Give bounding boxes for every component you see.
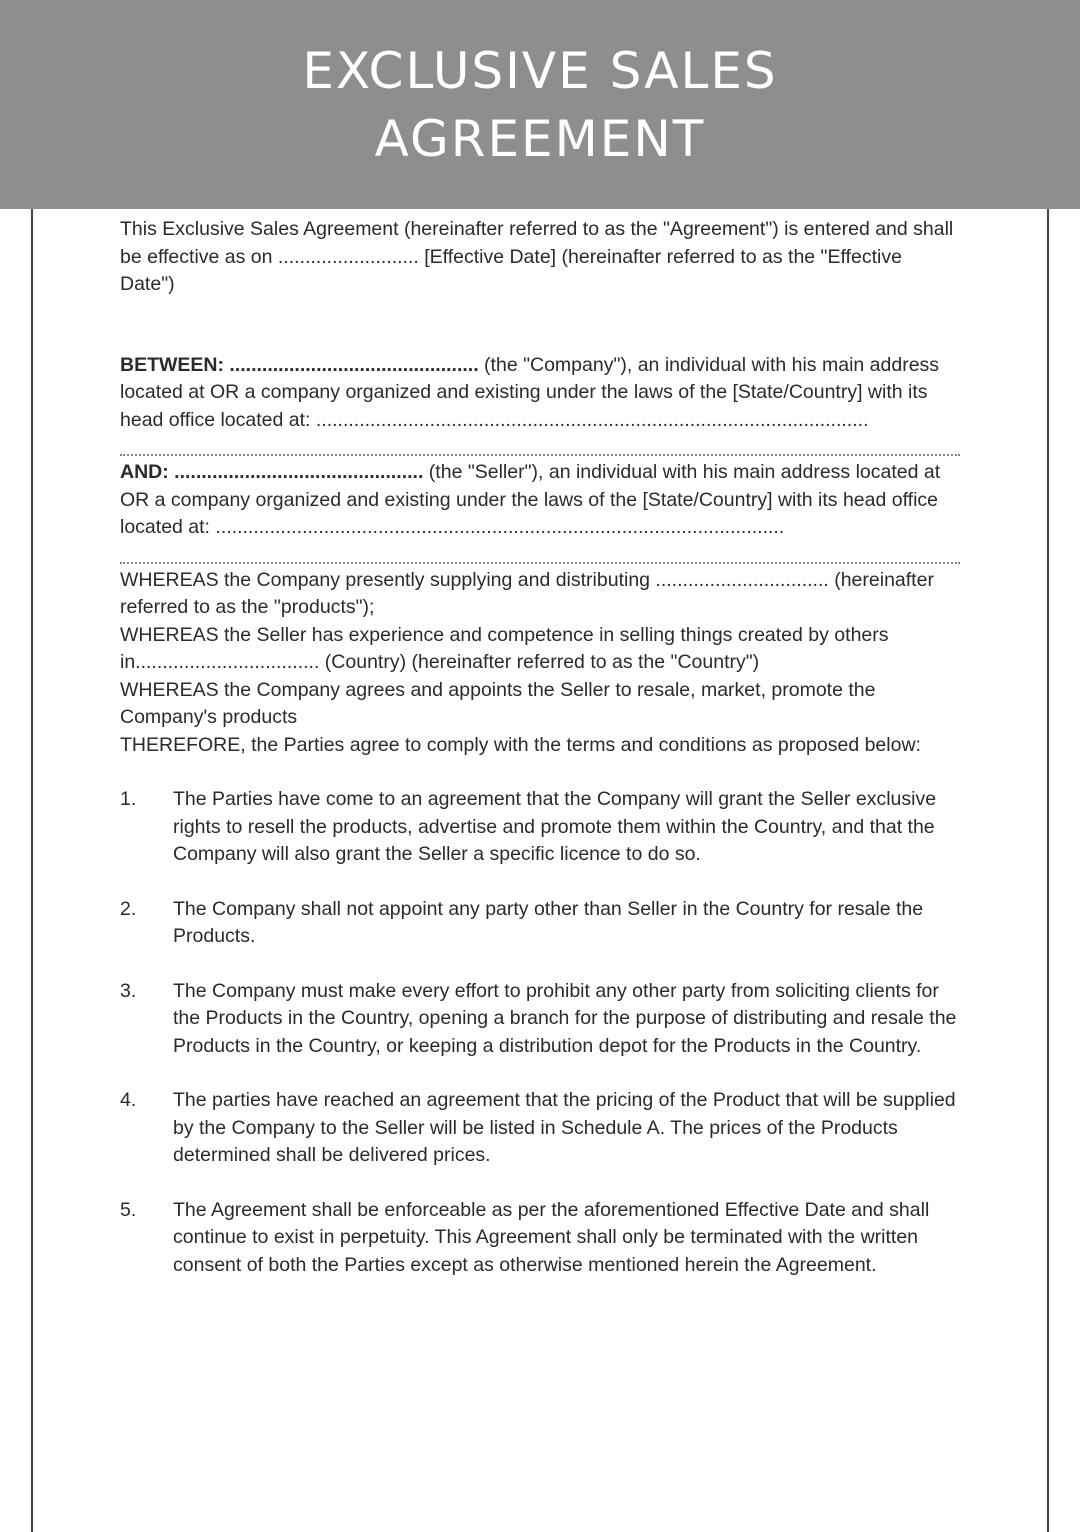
term-number: 3.: [120, 979, 137, 1002]
seller-address-blank-line: [120, 542, 960, 564]
document-body: [120, 216, 960, 1306]
term-text: The Agreement shall be enforceable as per the aforementioned Effective Date and shall continue to exist in perpetuity. This Agreement shall only be terminated with the written consent of both the Parties except as otherwise mentioned herein the Agreement.: [173, 1198, 930, 1276]
list-item: [120, 786, 960, 869]
and-text: (the "Seller"), an individual with his main address located at OR a company organized and existing under the laws of the [State/Country] with its head office located at:: [120, 461, 941, 538]
between-text: (the "Company"), an individual with his main address located at OR a company organized and existing under the laws of the [State/Country] with its head office located at:: [120, 353, 940, 431]
term-text: The Parties have come to an agreement that the Company will grant the Seller exclusive rights to resell the products, advertise and promote them within the Country, and that the Company will also grant the Seller a specific licence to do so.: [173, 788, 937, 865]
and-paragraph: [120, 459, 960, 542]
intro-text: This Exclusive Sales Agreement (hereinafter referred to as the "Agreement") is entered and shall be effective as on: [120, 218, 954, 268]
effective-date-blank: ..........................: [277, 245, 419, 268]
term-number: 4.: [120, 1089, 137, 1111]
between-paragraph: [120, 352, 960, 435]
term-number: 2.: [120, 897, 137, 920]
company-name-blank: ..............................................: [224, 353, 479, 376]
term-text: The Company must make every effort to prohibit any other party from soliciting clients for the Products in the Country, opening a branch for the purpose of distributing and resale the Products in the Country, or keeping a distribution depot for the Products in the Country.: [173, 979, 957, 1057]
title-banner: [0, 0, 1080, 209]
term-text: The Company shall not appoint any party other than Seller in the Country for resale the Products.: [173, 897, 924, 947]
list-item: [120, 978, 960, 1061]
whereas-seller-experience: WHEREAS the Seller has experience and competence in selling things created by others in.................................. (Country) (hereinafter referred to as the "Country"): [120, 623, 889, 673]
seller-address-blank: .........................................................................................................: [215, 516, 785, 538]
and-label: AND:: [120, 461, 169, 483]
title-line-1: EXCLUSIVE SALES: [302, 41, 778, 100]
term-text: The parties have reached an agreement that the pricing of the Product that will be supplied by the Company to the Seller will be listed in Schedule A. The prices of the Products determined shall be delivered prices.: [173, 1089, 956, 1166]
term-number: 1.: [120, 788, 137, 810]
list-item: [120, 1197, 960, 1280]
company-address-blank: ......................................................................................................: [315, 408, 869, 431]
seller-name-blank: ..............................................: [168, 461, 424, 483]
title-line-2: AGREEMENT: [374, 109, 706, 168]
list-item: [120, 1087, 960, 1170]
therefore-clause: THEREFORE, the Parties agree to comply with the terms and conditions as proposed below:: [120, 733, 921, 756]
whereas-appointment: WHEREAS the Company agrees and appoints the Seller to resale, market, promote the Company's products: [120, 678, 876, 728]
whereas-products: WHEREAS the Company presently supplying and distributing ................................ (hereinafter referred to as the "products");: [120, 568, 934, 618]
between-label: BETWEEN:: [120, 353, 224, 376]
intro-paragraph: [120, 216, 960, 299]
company-address-blank-line: [120, 434, 960, 456]
intro-text-end: [Effective Date] (hereinafter referred to as the "Effective Date"): [120, 245, 902, 295]
list-item: [120, 896, 960, 951]
terms-list: [120, 786, 960, 1279]
term-number: 5.: [120, 1198, 137, 1221]
